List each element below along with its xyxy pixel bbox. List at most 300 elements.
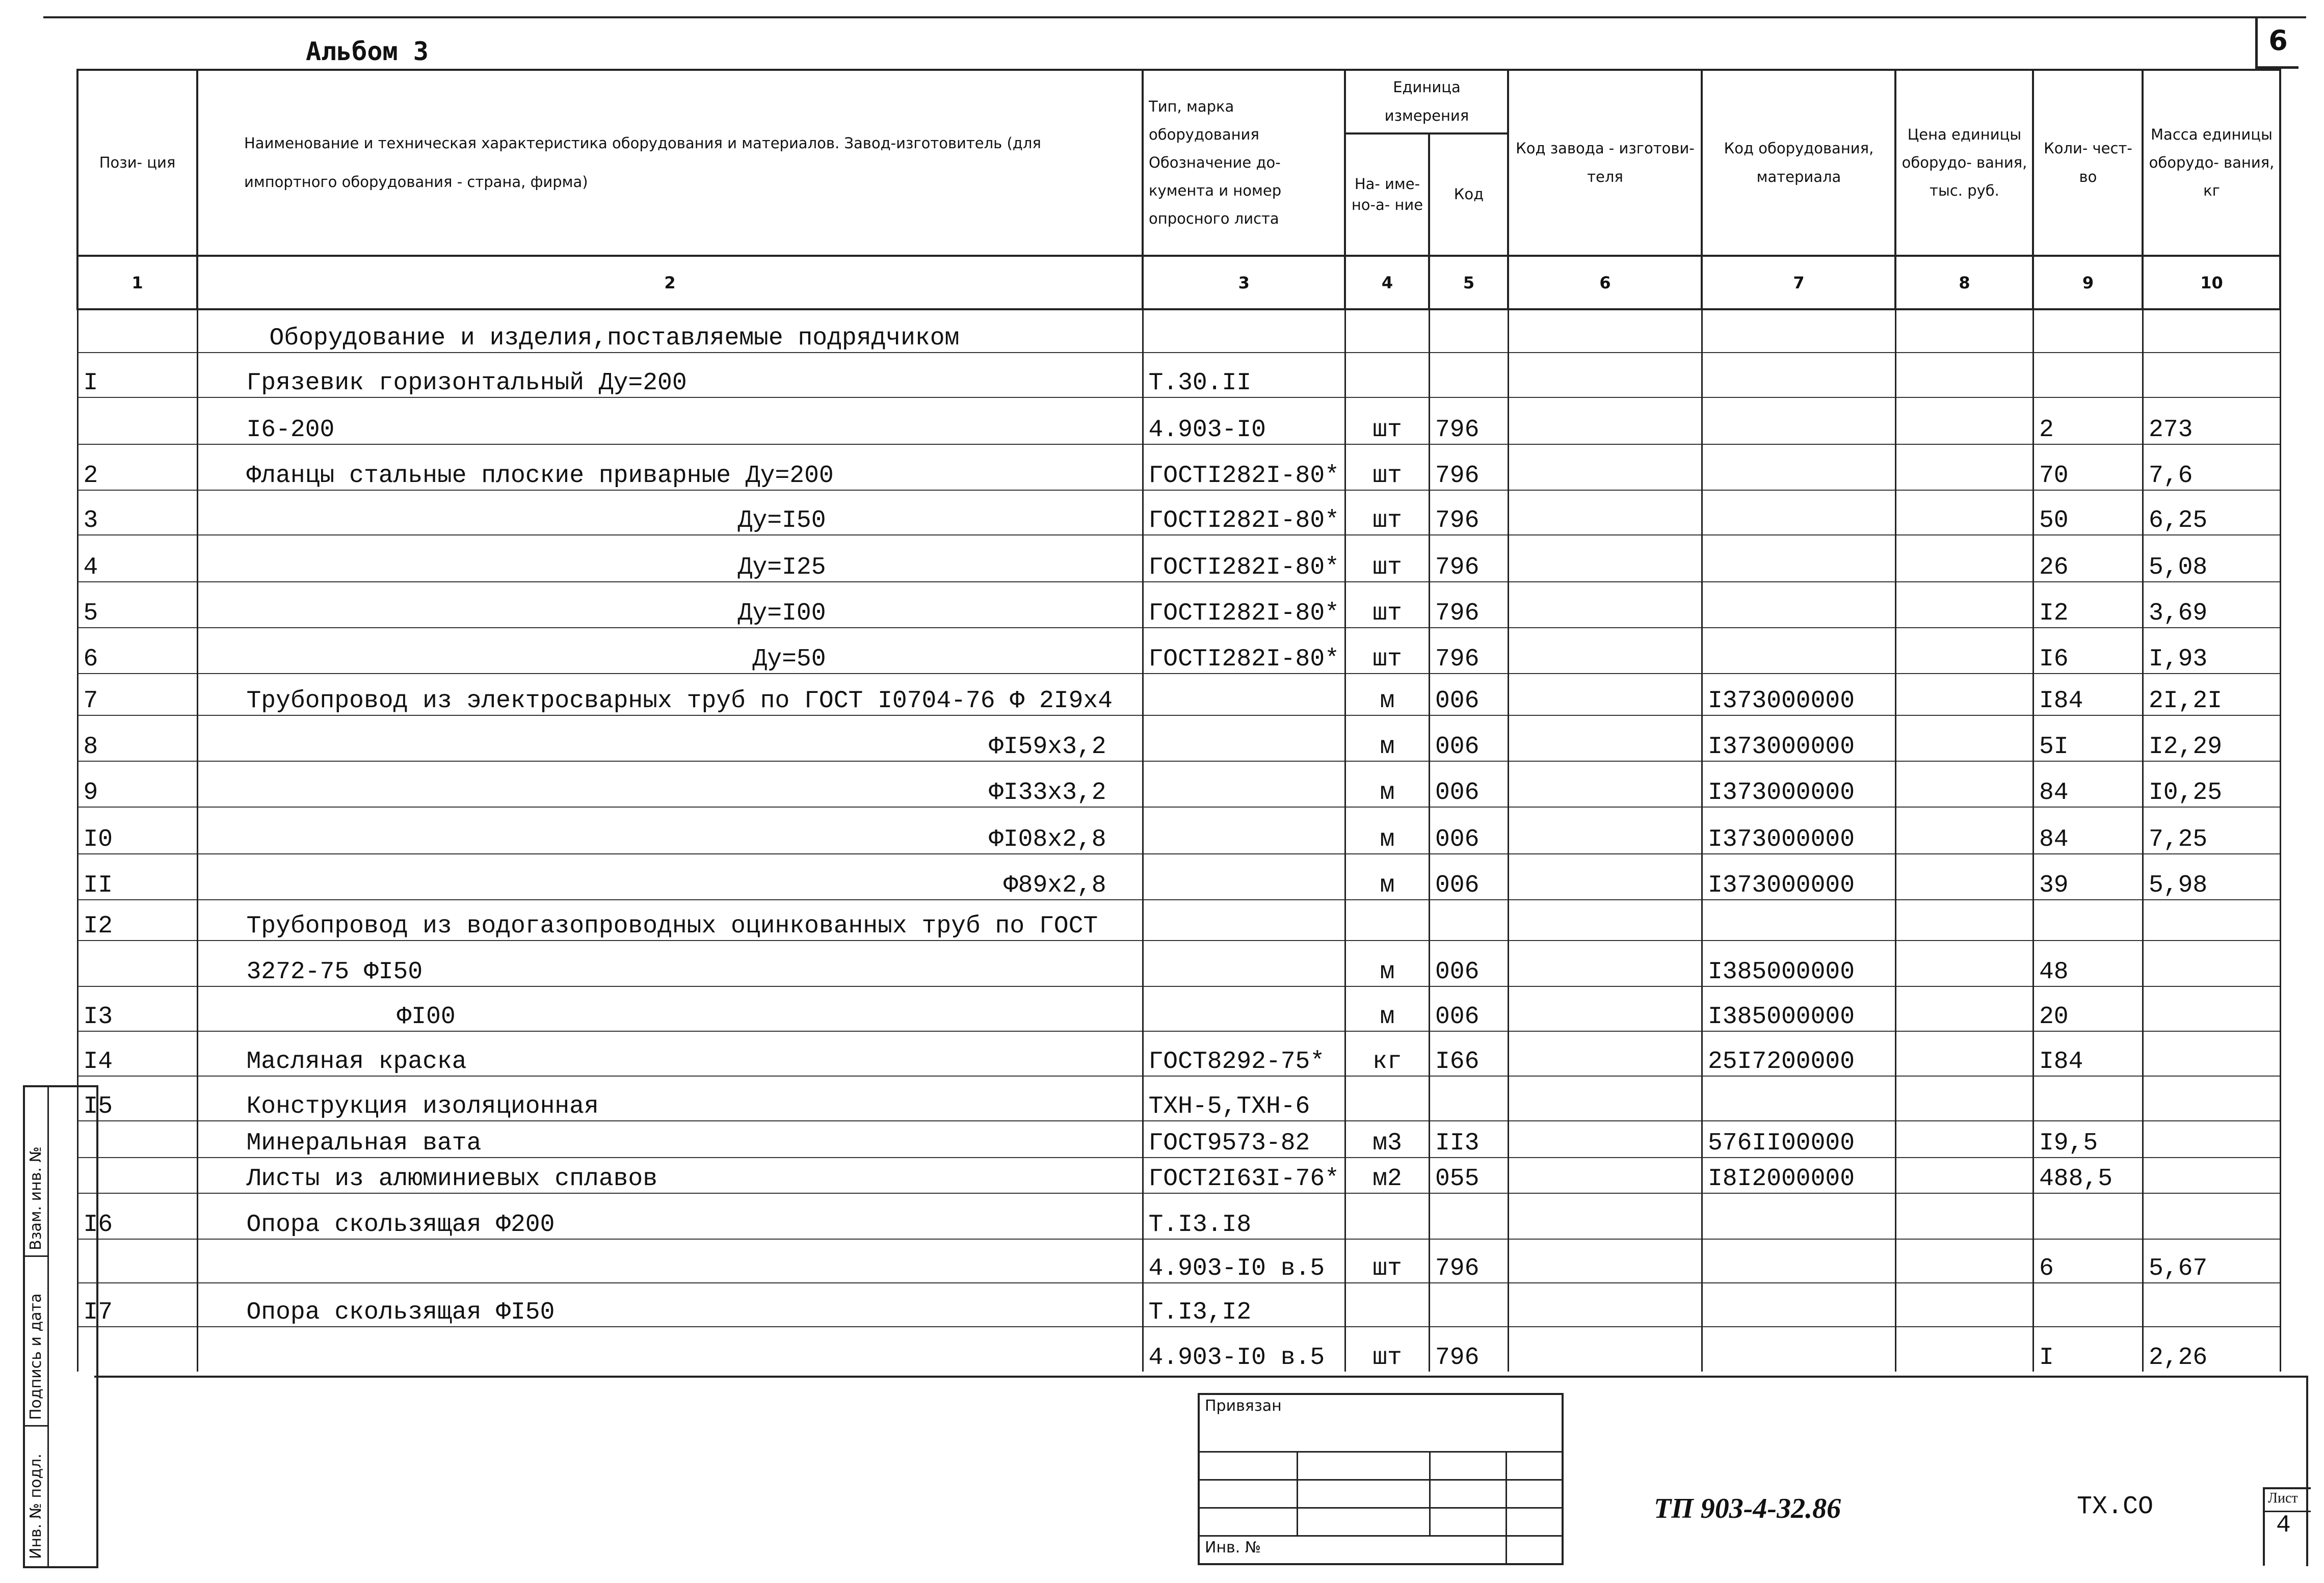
grid-line: [1297, 1451, 1298, 1535]
table-row: [77, 941, 2280, 986]
cell-code: 796: [1429, 1239, 1508, 1283]
cell-pos: I6: [77, 1193, 197, 1239]
cell-equip: I373000000: [1702, 674, 1895, 715]
cell-empty: [1895, 582, 2033, 628]
cell-qty: I6: [2033, 628, 2143, 674]
sidebar-cell-inv-orig: [25, 1427, 47, 1564]
cell-type: [1143, 986, 1345, 1031]
cell-equip: [1702, 1239, 1895, 1283]
cell-mass: 5,98: [2143, 854, 2280, 900]
cell-name: 3272-75 ФI50: [197, 941, 1143, 986]
table-row: [77, 628, 2280, 674]
cell-mass: I0,25: [2143, 761, 2280, 807]
cell-equip: 25I7200000: [1702, 1031, 1895, 1076]
cell-empty: [1508, 900, 1702, 941]
cell-empty: [1508, 628, 1702, 674]
cell-type: ТХН-5,ТХН-6: [1143, 1076, 1345, 1121]
cell-empty: [1508, 353, 1702, 397]
cell-empty: [1508, 397, 1702, 444]
cell-equip: I385000000: [1702, 941, 1895, 986]
cell-type: [1143, 761, 1345, 807]
cell-code: 796: [1429, 1327, 1508, 1372]
cell-unit: м: [1345, 807, 1429, 854]
cell-type: ГОСТI282I-80*: [1143, 582, 1345, 628]
cell-empty: [1508, 761, 1702, 807]
table-row: [77, 807, 2280, 854]
cell-type: ГОСТ8292-75*: [1143, 1031, 1345, 1076]
cell-empty: [1508, 444, 1702, 490]
cell-equip: I385000000: [1702, 986, 1895, 1031]
cell-qty: 2: [2033, 397, 2143, 444]
cell-type: 4.903-I0 в.5: [1143, 1239, 1345, 1283]
cell-mass: 2I,2I: [2143, 674, 2280, 715]
cell-code: 006: [1429, 715, 1508, 761]
cell-equip: I373000000: [1702, 715, 1895, 761]
cell-mass: 7,25: [2143, 807, 2280, 854]
cell-pos: 5: [77, 582, 197, 628]
cell-empty: [1895, 1283, 2033, 1327]
cell-empty: [1895, 444, 2033, 490]
cell-empty: [1508, 986, 1702, 1031]
cell-empty: [1508, 674, 1702, 715]
table-row: [77, 1327, 2280, 1372]
cell-type: ГОСТI282I-80*: [1143, 535, 1345, 582]
cell-unit: шт: [1345, 397, 1429, 444]
cell-mass: 2,26: [2143, 1327, 2280, 1372]
inv-no-label: Инв. №: [1205, 1539, 1261, 1557]
sidebar-cell-inv-vzam: [25, 1087, 47, 1257]
cell-name: Оборудование и изделия,поставляемые подрядчиком: [197, 309, 1143, 353]
cell-code: 796: [1429, 582, 1508, 628]
table-row: [77, 1193, 2280, 1239]
cell-type: [1143, 309, 1345, 353]
col-header-mass: Масса единицы оборудо- вания, кг: [2143, 70, 2280, 256]
cell-name: Ду=I25: [197, 535, 1143, 582]
cell-empty: [1508, 854, 1702, 900]
cell-mass: 5,08: [2143, 535, 2280, 582]
cell-code: 796: [1429, 397, 1508, 444]
table-row: [77, 1283, 2280, 1327]
cell-equip: [1702, 490, 1895, 535]
cell-pos: I3: [77, 986, 197, 1031]
cell-equip: I373000000: [1702, 807, 1895, 854]
cell-empty: [1508, 1121, 1702, 1158]
cell-mass: [2143, 1076, 2280, 1121]
cell-empty: [1895, 807, 2033, 854]
cell-qty: I9,5: [2033, 1121, 2143, 1158]
cell-qty: I2: [2033, 582, 2143, 628]
cell-empty: [1508, 1158, 1702, 1193]
cell-qty: [2033, 900, 2143, 941]
cell-empty: [1895, 535, 2033, 582]
cell-qty: 20: [2033, 986, 2143, 1031]
cell-unit: м2: [1345, 1158, 1429, 1193]
cell-empty: [1508, 1327, 1702, 1372]
column-number-row: [77, 256, 2280, 309]
table-row: [77, 444, 2280, 490]
cell-pos: [77, 941, 197, 986]
page-number: 6: [2255, 16, 2299, 69]
sidebar-label-inv-orig: Инв. № подл.: [27, 1454, 45, 1559]
cell-name: Фланцы стальные плоские приварные Ду=200: [197, 444, 1143, 490]
cell-type: ГОСТI282I-80*: [1143, 490, 1345, 535]
col-header-qty: Коли- чест- во: [2033, 70, 2143, 256]
cell-unit: [1345, 900, 1429, 941]
cell-unit: шт: [1345, 1239, 1429, 1283]
cell-empty: [1508, 1193, 1702, 1239]
sidebar-title-strip: [23, 1085, 98, 1568]
col-number: 6: [1508, 256, 1702, 309]
cell-mass: 6,25: [2143, 490, 2280, 535]
col-header-price: Цена единицы оборудо- вания, тыс. руб.: [1895, 70, 2033, 256]
doc-code: ТХ.СО: [2077, 1492, 2154, 1521]
cell-unit: м: [1345, 761, 1429, 807]
cell-pos: 7: [77, 674, 197, 715]
cell-unit: [1345, 1193, 1429, 1239]
cell-name: ФI59х3,2: [197, 715, 1143, 761]
cell-code: 796: [1429, 535, 1508, 582]
col-number: 5: [1429, 256, 1508, 309]
cell-qty: I84: [2033, 674, 2143, 715]
cell-type: [1143, 807, 1345, 854]
sidebar-divider: [47, 1087, 49, 1566]
cell-type: [1143, 900, 1345, 941]
cell-empty: [1895, 397, 2033, 444]
cell-mass: 5,67: [2143, 1239, 2280, 1283]
cell-code: 006: [1429, 854, 1508, 900]
cell-code: 006: [1429, 761, 1508, 807]
cell-type: ГОСТ9573-82: [1143, 1121, 1345, 1158]
cell-empty: [1508, 309, 1702, 353]
table-row: [77, 490, 2280, 535]
cell-name: Опора скользящая ФI50: [197, 1283, 1143, 1327]
cell-empty: [1895, 1239, 2033, 1283]
table-row: [77, 397, 2280, 444]
cell-name: Ду=I50: [197, 490, 1143, 535]
album-label: Альбом 3: [306, 37, 429, 66]
col-number: 1: [77, 256, 197, 309]
cell-unit: кг: [1345, 1031, 1429, 1076]
cell-empty: [1508, 1031, 1702, 1076]
col-number: 9: [2033, 256, 2143, 309]
cell-name: [197, 1327, 1143, 1372]
privyazan-label: Привязан: [1205, 1397, 1282, 1415]
cell-empty: [1895, 1327, 2033, 1372]
cell-type: Т.I3.I8: [1143, 1193, 1345, 1239]
cell-mass: [2143, 1158, 2280, 1193]
cell-qty: I84: [2033, 1031, 2143, 1076]
cell-equip: [1702, 309, 1895, 353]
cell-qty: 26: [2033, 535, 2143, 582]
specification-table: [76, 69, 2281, 1372]
col-header-name: Наименование и техническая характеристика оборудования и материалов. Завод-изготовитель (для импортного оборудования - страна, фирма): [197, 70, 1143, 256]
cell-unit: шт: [1345, 490, 1429, 535]
cell-type: ГОСТI282I-80*: [1143, 444, 1345, 490]
cell-code: 006: [1429, 941, 1508, 986]
cell-code: 796: [1429, 628, 1508, 674]
table-row: [77, 1121, 2280, 1158]
col-header-unit: Единица измерения: [1345, 70, 1508, 133]
cell-qty: 70: [2033, 444, 2143, 490]
cell-qty: I: [2033, 1327, 2143, 1372]
cell-pos: I7: [77, 1283, 197, 1327]
cell-code: [1429, 900, 1508, 941]
col-number: 10: [2143, 256, 2280, 309]
cell-empty: [1508, 941, 1702, 986]
cell-name: Ду=I00: [197, 582, 1143, 628]
cell-mass: I2,29: [2143, 715, 2280, 761]
cell-mass: I,93: [2143, 628, 2280, 674]
cell-type: Т.30.II: [1143, 353, 1345, 397]
cell-mass: [2143, 900, 2280, 941]
cell-unit: м: [1345, 986, 1429, 1031]
cell-empty: [1508, 715, 1702, 761]
cell-name: I6-200: [197, 397, 1143, 444]
cell-mass: [2143, 309, 2280, 353]
cell-pos: [77, 397, 197, 444]
cell-empty: [1895, 941, 2033, 986]
cell-code: 006: [1429, 807, 1508, 854]
cell-mass: [2143, 353, 2280, 397]
cell-mass: [2143, 1193, 2280, 1239]
cell-empty: [1895, 309, 2033, 353]
cell-equip: [1702, 900, 1895, 941]
cell-equip: [1702, 582, 1895, 628]
cell-code: 796: [1429, 490, 1508, 535]
cell-pos: I5: [77, 1076, 197, 1121]
cell-empty: [1508, 582, 1702, 628]
cell-equip: [1702, 535, 1895, 582]
cell-code: [1429, 1283, 1508, 1327]
col-number: 7: [1702, 256, 1895, 309]
cell-empty: [1895, 1031, 2033, 1076]
cell-type: [1143, 941, 1345, 986]
table-row: [77, 582, 2280, 628]
cell-empty: [1895, 1121, 2033, 1158]
cell-empty: [1895, 1158, 2033, 1193]
cell-unit: [1345, 1283, 1429, 1327]
cell-equip: [1702, 444, 1895, 490]
cell-mass: 273: [2143, 397, 2280, 444]
cell-pos: 4: [77, 535, 197, 582]
cell-pos: I4: [77, 1031, 197, 1076]
cell-equip: [1702, 1283, 1895, 1327]
cell-empty: [1895, 761, 2033, 807]
cell-pos: II: [77, 854, 197, 900]
sheet-number: 4: [2276, 1512, 2291, 1539]
cell-empty: [1895, 1076, 2033, 1121]
cell-pos: [77, 309, 197, 353]
col-header-equip-code: Код оборудования, материала: [1702, 70, 1895, 256]
grid-line: [1200, 1451, 1562, 1453]
cell-unit: м: [1345, 854, 1429, 900]
cell-code: [1429, 353, 1508, 397]
cell-name: [197, 1239, 1143, 1283]
cell-empty: [1895, 674, 2033, 715]
cell-qty: 39: [2033, 854, 2143, 900]
table-row: [77, 1076, 2280, 1121]
cell-equip: I8I2000000: [1702, 1158, 1895, 1193]
cell-mass: [2143, 1283, 2280, 1327]
cell-empty: [1895, 490, 2033, 535]
cell-empty: [1895, 986, 2033, 1031]
cell-qty: [2033, 1283, 2143, 1327]
table-row: [77, 674, 2280, 715]
cell-name: Ф89х2,8: [197, 854, 1143, 900]
cell-equip: [1702, 397, 1895, 444]
cell-unit: м: [1345, 941, 1429, 986]
privyazan-grid: [1198, 1393, 1564, 1565]
cell-pos: 3: [77, 490, 197, 535]
cell-code: 055: [1429, 1158, 1508, 1193]
cell-empty: [1508, 1283, 1702, 1327]
cell-code: II3: [1429, 1121, 1508, 1158]
cell-qty: [2033, 309, 2143, 353]
cell-unit: [1345, 309, 1429, 353]
cell-empty: [1895, 628, 2033, 674]
table-row: [77, 715, 2280, 761]
cell-name: Опора скользящая Ф200: [197, 1193, 1143, 1239]
cell-pos: 8: [77, 715, 197, 761]
cell-unit: шт: [1345, 1327, 1429, 1372]
cell-unit: шт: [1345, 444, 1429, 490]
cell-name: ФI33х3,2: [197, 761, 1143, 807]
cell-equip: [1702, 1076, 1895, 1121]
sheet-label: Лист: [2268, 1490, 2298, 1506]
cell-empty: [1508, 1076, 1702, 1121]
cell-qty: 5I: [2033, 715, 2143, 761]
table-row: [77, 1158, 2280, 1193]
cell-name: ФI08х2,8: [197, 807, 1143, 854]
cell-type: 4.903-I0 в.5: [1143, 1327, 1345, 1372]
cell-code: [1429, 309, 1508, 353]
cell-mass: [2143, 1121, 2280, 1158]
grid-line: [1429, 1451, 1431, 1535]
col-header-maker-code: Код завода - изготови- теля: [1508, 70, 1702, 256]
cell-name: Трубопровод из водогазопроводных оцинкованных труб по ГОСТ: [197, 900, 1143, 941]
cell-unit: [1345, 353, 1429, 397]
cell-pos: I0: [77, 807, 197, 854]
project-code: ТП 903-4-32.86: [1654, 1493, 1841, 1524]
table-row: [77, 1239, 2280, 1283]
table-row: [77, 309, 2280, 353]
cell-equip: [1702, 628, 1895, 674]
cell-mass: 7,6: [2143, 444, 2280, 490]
cell-equip: [1702, 1193, 1895, 1239]
cell-mass: [2143, 1031, 2280, 1076]
cell-unit: м: [1345, 715, 1429, 761]
cell-type: [1143, 715, 1345, 761]
cell-empty: [1895, 854, 2033, 900]
cell-name: Масляная краска: [197, 1031, 1143, 1076]
cell-qty: 84: [2033, 807, 2143, 854]
cell-type: ГОСТ2I63I-76*: [1143, 1158, 1345, 1193]
cell-type: 4.903-I0: [1143, 397, 1345, 444]
cell-equip: I373000000: [1702, 761, 1895, 807]
cell-name: Грязевик горизонтальный Ду=200: [197, 353, 1143, 397]
cell-mass: 3,69: [2143, 582, 2280, 628]
table-row: [77, 535, 2280, 582]
cell-qty: [2033, 353, 2143, 397]
cell-empty: [1895, 900, 2033, 941]
table-row: [77, 353, 2280, 397]
col-header-unit-name: На- име- но-а- ние: [1345, 133, 1429, 256]
cell-empty: [1508, 807, 1702, 854]
col-header-pos: Пози- ция: [77, 70, 197, 256]
cell-pos: I2: [77, 900, 197, 941]
cell-name: Ду=50: [197, 628, 1143, 674]
table-row: [77, 854, 2280, 900]
cell-qty: 488,5: [2033, 1158, 2143, 1193]
cell-equip: [1702, 1327, 1895, 1372]
sidebar-label-signature: Подпись и дата: [27, 1293, 45, 1420]
cell-qty: [2033, 1076, 2143, 1121]
cell-name: Листы из алюминиевых сплавов: [197, 1158, 1143, 1193]
cell-name: Конструкция изоляционная: [197, 1076, 1143, 1121]
cell-qty: 48: [2033, 941, 2143, 986]
cell-qty: 84: [2033, 761, 2143, 807]
col-number: 2: [197, 256, 1143, 309]
cell-code: 796: [1429, 444, 1508, 490]
cell-equip: [1702, 353, 1895, 397]
cell-empty: [1508, 535, 1702, 582]
cell-code: 006: [1429, 986, 1508, 1031]
grid-line: [1200, 1479, 1562, 1481]
title-block: [94, 1376, 2308, 1566]
cell-unit: шт: [1345, 535, 1429, 582]
cell-empty: [1895, 715, 2033, 761]
grid-line: [1200, 1507, 1562, 1509]
sidebar-cell-signature: [25, 1257, 47, 1427]
cell-code: [1429, 1193, 1508, 1239]
cell-mass: [2143, 986, 2280, 1031]
col-header-type: Тип, марка оборудования Обозначение до- кумента и номер опросного листа: [1143, 70, 1345, 256]
cell-qty: 6: [2033, 1239, 2143, 1283]
cell-type: [1143, 854, 1345, 900]
cell-unit: шт: [1345, 582, 1429, 628]
cell-code: [1429, 1076, 1508, 1121]
col-header-unit-code: Код: [1429, 133, 1508, 256]
col-number: 8: [1895, 256, 2033, 309]
col-number: 3: [1143, 256, 1345, 309]
cell-unit: шт: [1345, 628, 1429, 674]
table-row: [77, 900, 2280, 941]
cell-type: ГОСТI282I-80*: [1143, 628, 1345, 674]
grid-line: [1506, 1451, 1507, 1563]
cell-empty: [1895, 1193, 2033, 1239]
cell-pos: 6: [77, 628, 197, 674]
table-row: [77, 761, 2280, 807]
cell-name: Минеральная вата: [197, 1121, 1143, 1158]
table-row: [77, 1031, 2280, 1076]
top-border-line: [43, 16, 2306, 18]
cell-empty: [1895, 353, 2033, 397]
cell-unit: м3: [1345, 1121, 1429, 1158]
cell-empty: [1508, 1239, 1702, 1283]
cell-type: Т.I3,I2: [1143, 1283, 1345, 1327]
table-row: [77, 986, 2280, 1031]
cell-qty: 50: [2033, 490, 2143, 535]
grid-line: [1200, 1535, 1562, 1537]
cell-empty: [1508, 490, 1702, 535]
cell-type: [1143, 674, 1345, 715]
sheet-box: [2263, 1487, 2311, 1566]
sidebar-label-inv-vzam: Взам. инв. №: [27, 1146, 45, 1250]
cell-qty: [2033, 1193, 2143, 1239]
cell-code: 006: [1429, 674, 1508, 715]
cell-pos: I: [77, 353, 197, 397]
cell-mass: [2143, 941, 2280, 986]
